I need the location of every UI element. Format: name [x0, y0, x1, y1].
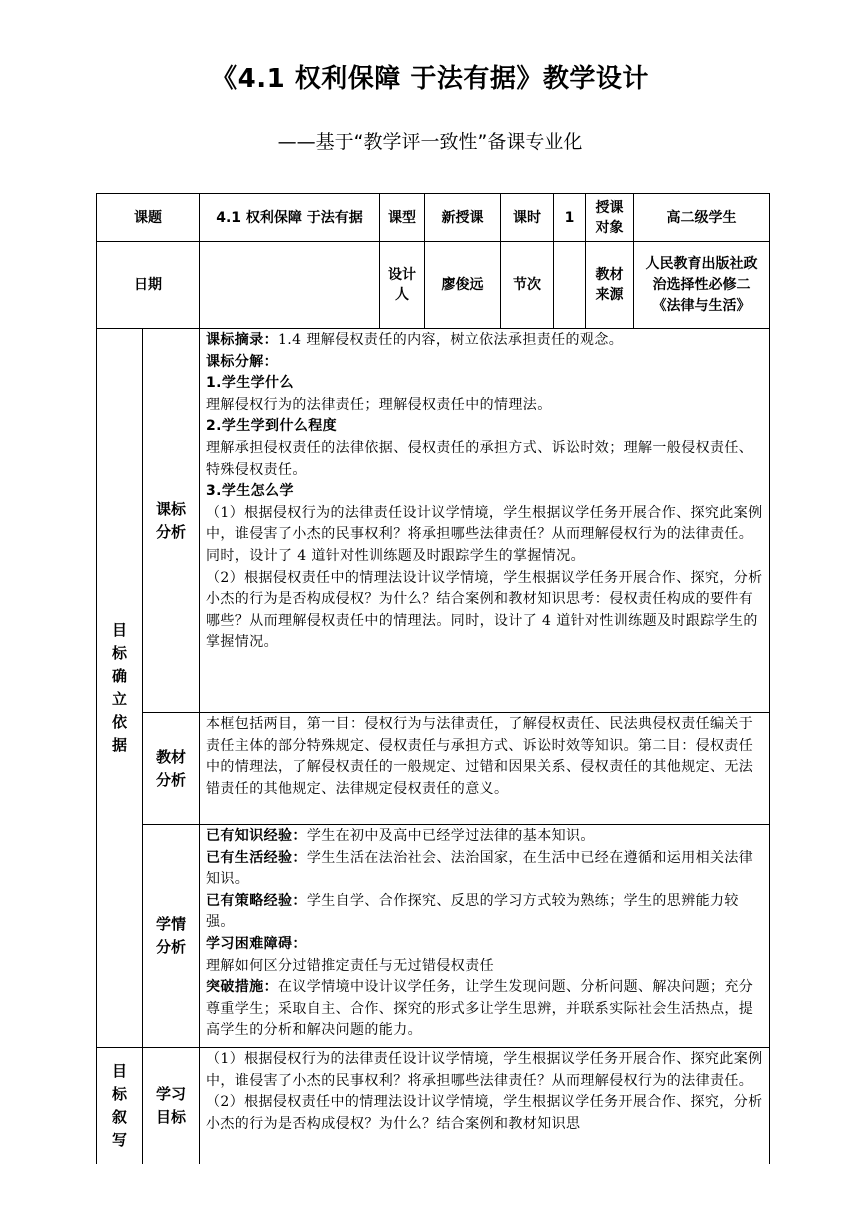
- basis-group-label: 目标确立依据: [97, 329, 143, 1048]
- learner-analysis-row: [97, 825, 770, 1048]
- learner-analysis-label: 学情分析: [143, 825, 200, 1048]
- designer-label: 设计人: [380, 242, 425, 329]
- standard-analysis-label: 课标分析: [143, 329, 200, 713]
- course-label: 课题: [97, 194, 200, 242]
- header-row-2: [97, 242, 770, 329]
- document-subtitle: ——基于“教学评一致性”备课专业化: [277, 131, 583, 153]
- objectives-group-label: 目标叙写: [97, 1048, 143, 1164]
- standard-analysis-row: [97, 329, 770, 713]
- section-label: 节次: [501, 242, 554, 329]
- section-value: [554, 242, 586, 329]
- learning-objectives-label: 学习目标: [143, 1048, 200, 1164]
- standard-analysis-content: 课标摘录：1.4 理解侵权责任的内容，树立依法承担责任的观念。 课标分解： 1.学生学什么 理解侵权行为的法律责任；理解侵权责任中的情理法。 2.学生学到什么程度 理解承担侵权责任的法律依据、侵权责任的承担方式、诉讼时效；理解一般侵权责任、特殊侵权责任。 3.学生怎么学 （1）根据侵权行为的法律责任设计议学情境，学生根据议学任务开展合作、探究此案例中，谁侵害了小杰的民事权利？将承担哪些法律责任？从而理解侵权行为的法律责任。同时，设计了 4 道针对性训练题及时跟踪学生的掌握情况。 （2）根据侵权责任中的情理法设计议学情境，学生根据议学任务开展合作、探究，分析小杰的行为是否构成侵权？为什么？结合案例和教材知识思考：侵权责任构成的要件有哪些？从而理解侵权责任中的情理法。同时，设计了 4 道针对性训练题及时跟踪学生的掌握情况。: [200, 329, 770, 713]
- textbook-analysis-row: [97, 713, 770, 825]
- learning-objectives-content: （1）根据侵权行为的法律责任设计议学情境，学生根据议学任务开展合作、探究此案例中，谁侵害了小杰的民事权利？将承担哪些法律责任？从而理解侵权行为的法律责任。 （2）根据侵权责任中的情理法设计议学情境，学生根据议学任务开展合作、探究，分析小杰的行为是否构成侵权？为什么？结合案例和教材知识思: [200, 1048, 770, 1164]
- audience-label: 授课对象: [586, 194, 634, 242]
- lesson-plan-table: [96, 193, 770, 1164]
- date-label: 日期: [97, 242, 200, 329]
- document-title: 《4.1 权利保障 于法有据》教学设计: [211, 64, 649, 94]
- period-value: 1: [554, 194, 586, 242]
- source-label: 教材来源: [586, 242, 634, 329]
- type-value: 新授课: [425, 194, 501, 242]
- designer-value: 廖俊远: [425, 242, 501, 329]
- textbook-analysis-content: 本框包括两目，第一目：侵权行为与法律责任，了解侵权责任、民法典侵权责任编关于责任主体的部分特殊规定、侵权责任与承担方式、诉讼时效等知识。第二目：侵权责任中的情理法，了解侵权责任的一般规定、过错和因果关系、侵权责任的其他规定、无法错责任的其他规定、法律规定侵权责任的意义。: [200, 713, 770, 825]
- audience-value: 高二级学生: [634, 194, 770, 242]
- learner-analysis-content: 已有知识经验：学生在初中及高中已经学过法律的基本知识。 已有生活经验：学生生活在法治社会、法治国家，在生活中已经在遵循和运用相关法律知识。 已有策略经验：学生自学、合作探究、反思的学习方式较为熟练；学生的思辨能力较强。 学习困难障碍： 理解如何区分过错推定责任与无过错侵权责任 突破措施：在议学情境中设计议学任务，让学生发现问题、分析问题、解决问题；充分尊重学生；采取自主、合作、探究的形式多让学生思辨，并联系实际社会生活热点，提高学生的分析和解决问题的能力。: [200, 825, 770, 1048]
- learning-objectives-row: [97, 1048, 770, 1164]
- period-label: 课时: [501, 194, 554, 242]
- course-value: 4.1 权利保障 于法有据: [200, 194, 380, 242]
- header-row-1: [97, 194, 770, 242]
- type-label: 课型: [380, 194, 425, 242]
- textbook-analysis-label: 教材分析: [143, 713, 200, 825]
- date-value: [200, 242, 380, 329]
- source-value: 人民教育出版社政治选择性必修二《法律与生活》: [634, 242, 770, 329]
